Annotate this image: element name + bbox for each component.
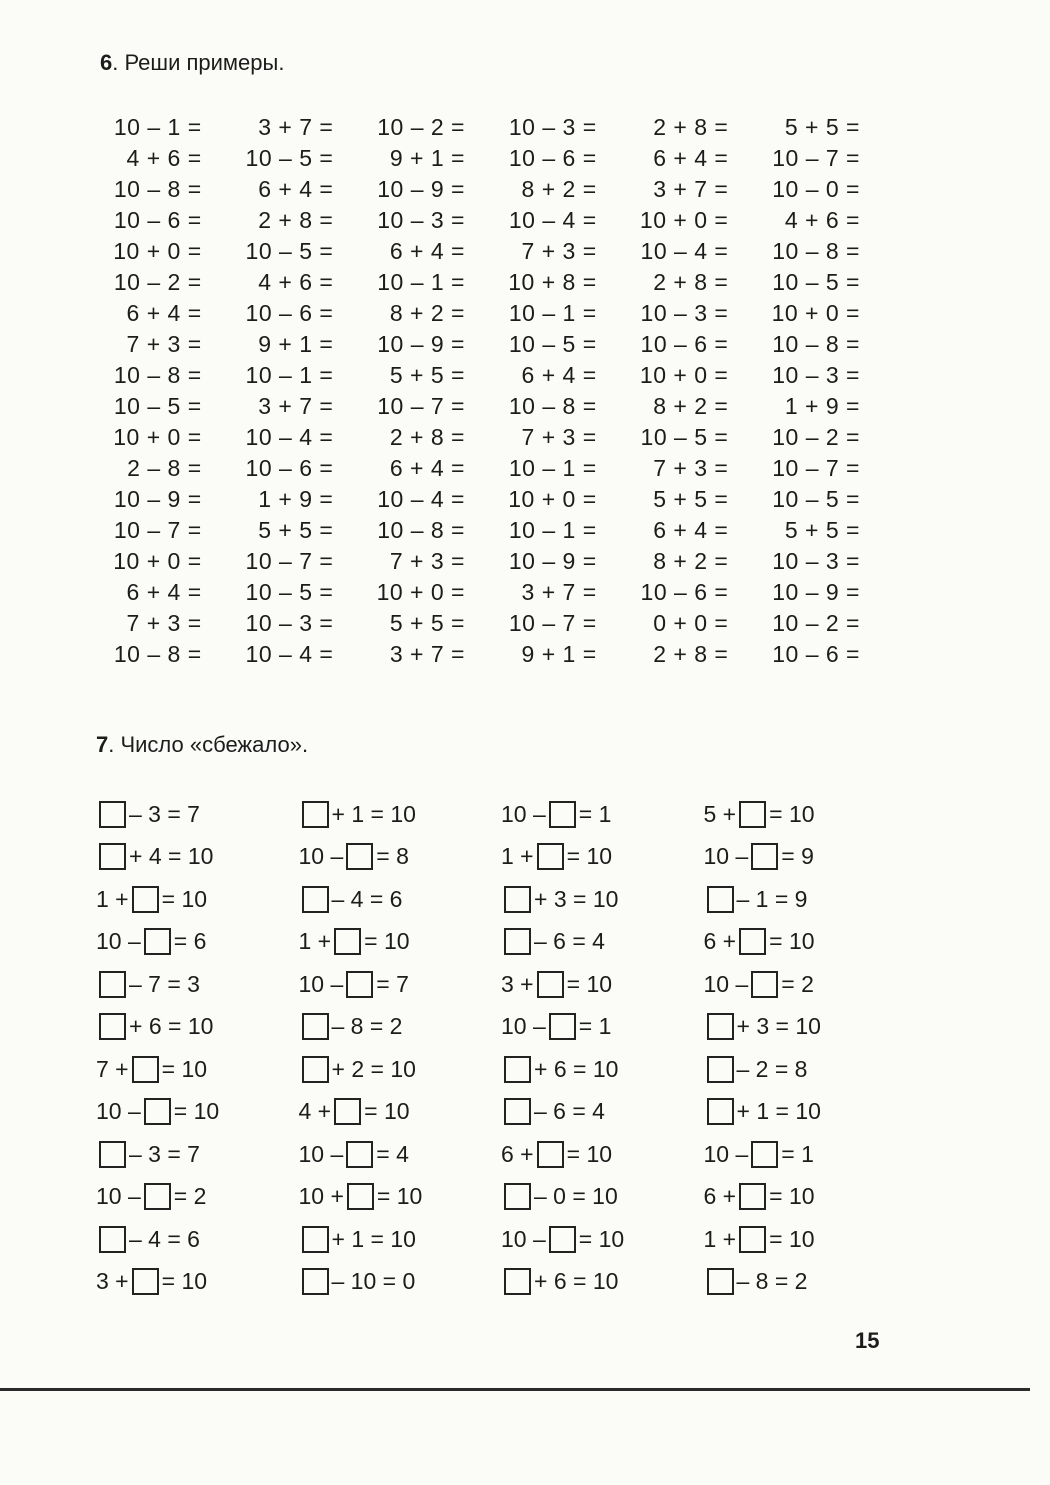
equation-suffix: + 6 = 10 <box>534 1055 619 1082</box>
answer-box[interactable] <box>549 1226 576 1253</box>
exercise-6-heading <box>100 50 284 76</box>
missing-number-equation <box>495 963 698 1006</box>
answer-box[interactable] <box>739 1183 766 1210</box>
answer-box[interactable] <box>99 843 126 870</box>
answer-box[interactable] <box>302 886 329 913</box>
page-number: 15 <box>855 1328 880 1353</box>
equation-prefix: 10 – <box>96 1098 141 1125</box>
answer-box[interactable] <box>144 1183 171 1210</box>
equation-prefix: 6 + <box>703 1183 737 1210</box>
missing-number-equation <box>90 963 293 1006</box>
equation-suffix: = 2 <box>173 1183 207 1210</box>
equation: 5 + 5 = <box>389 610 465 636</box>
answer-box[interactable] <box>707 886 734 913</box>
equation: 10 – 7 = <box>772 145 860 171</box>
equation-suffix: = 1 <box>781 1140 814 1167</box>
equation-prefix: 4 + <box>298 1098 332 1125</box>
equation-suffix: – 7 = 3 <box>129 970 200 997</box>
missing-number-equation <box>293 1176 496 1219</box>
answer-box[interactable] <box>99 801 126 828</box>
equation: 10 – 9 = <box>377 176 465 202</box>
answer-box[interactable] <box>707 1056 734 1083</box>
equation-suffix: = 10 <box>161 885 208 912</box>
equation-suffix: – 8 = 2 <box>331 1013 403 1040</box>
equation-suffix: = 10 <box>376 1183 423 1210</box>
missing-number-equation <box>495 1176 698 1219</box>
equation: 10 + 0 = <box>771 300 860 326</box>
missing-number-equation <box>698 1218 901 1261</box>
equation: 10 – 7 = <box>113 517 202 543</box>
equation-suffix: + 2 = 10 <box>331 1055 416 1082</box>
missing-number-equation <box>293 1218 496 1261</box>
missing-number-equation <box>495 1006 698 1049</box>
equation: 8 + 2 = <box>653 393 729 419</box>
equation: 10 + 0 = <box>113 548 202 574</box>
equation: 10 – 3 = <box>377 207 465 233</box>
equation: 8 + 2 = <box>521 176 597 202</box>
equation: 10 – 4 = <box>377 486 465 512</box>
missing-number-equation <box>90 1261 293 1304</box>
missing-number-equation <box>698 1176 901 1219</box>
equation: 10 – 4 = <box>245 424 334 450</box>
answer-box[interactable] <box>504 1098 531 1125</box>
exercise-7-grid <box>90 793 900 1303</box>
equation: 10 – 7 = <box>508 610 597 636</box>
missing-number-equation <box>90 1006 293 1049</box>
equation-suffix: = 7 <box>376 970 409 997</box>
equation-prefix: 10 – <box>703 970 749 997</box>
equation: 10 – 8 = <box>377 517 465 543</box>
equation: 10 + 0 = <box>508 486 597 512</box>
equation-suffix: + 3 = 10 <box>534 885 619 912</box>
answer-box[interactable] <box>144 928 171 955</box>
equation-suffix: = 10 <box>364 928 410 955</box>
equation-prefix: 1 + <box>703 1225 737 1252</box>
answer-box[interactable] <box>707 1098 734 1125</box>
equation: 10 – 8 = <box>113 641 202 667</box>
missing-number-equation <box>293 1091 496 1134</box>
equation: 10 – 1 = <box>508 517 597 543</box>
answer-box[interactable] <box>739 928 766 955</box>
equation: 3 + 7 = <box>653 176 729 202</box>
equation-prefix: 10 – <box>501 1013 546 1040</box>
equation: 2 + 8 = <box>258 207 334 233</box>
equation-prefix: 3 + <box>96 1268 129 1295</box>
missing-number-equation <box>90 878 293 921</box>
missing-number-equation <box>495 793 698 836</box>
equation: 10 – 2 = <box>772 610 860 636</box>
equation-suffix: = 10 <box>161 1268 208 1295</box>
missing-number-equation <box>90 921 293 964</box>
equation-suffix: = 1 <box>578 1013 612 1040</box>
equation: 1 + 9 = <box>258 486 334 512</box>
equation: 10 – 3 = <box>245 610 334 636</box>
missing-number-equation <box>293 1133 496 1176</box>
equation: 10 – 1 = <box>508 455 597 481</box>
equation: 2 – 8 = <box>127 455 202 481</box>
answer-box[interactable] <box>537 971 564 998</box>
equation: 10 – 8 = <box>772 331 860 357</box>
equation-suffix: = 10 <box>566 843 613 870</box>
equation: 10 + 0 = <box>639 362 729 388</box>
equation: 10 – 0 = <box>772 176 860 202</box>
equation: 10 – 1 = <box>113 114 202 140</box>
equation-prefix: 10 – <box>298 1140 344 1167</box>
missing-number-equation <box>293 793 496 836</box>
equation-suffix: + 1 = 10 <box>736 1098 821 1125</box>
equation: 2 + 8 = <box>653 641 729 667</box>
equation-prefix: 10 – <box>96 1183 141 1210</box>
answer-box[interactable] <box>504 1183 531 1210</box>
missing-number-equation <box>90 836 293 879</box>
equation: 10 – 4 = <box>508 207 597 233</box>
answer-box[interactable] <box>739 1226 766 1253</box>
equation-prefix: 7 + <box>96 1055 129 1082</box>
equation: 5 + 5 = <box>389 362 465 388</box>
equation: 10 – 6 = <box>508 145 597 171</box>
equation: 3 + 7 = <box>521 579 597 605</box>
equation: 3 + 7 = <box>258 393 334 419</box>
equation: 9 + 1 = <box>389 145 465 171</box>
equation-suffix: – 4 = 6 <box>129 1225 200 1252</box>
equation-suffix: = 10 <box>769 800 815 827</box>
equation: 6 + 4 = <box>521 362 597 388</box>
answer-box[interactable] <box>504 886 531 913</box>
equation-prefix: 1 + <box>501 843 534 870</box>
equation-prefix: 10 – <box>501 800 546 827</box>
equation: 10 – 6 = <box>640 579 729 605</box>
equation: 10 – 7 = <box>245 548 334 574</box>
exercise-6-grid <box>96 112 886 670</box>
equation: 6 + 4 = <box>258 176 334 202</box>
equation-prefix: 1 + <box>298 928 332 955</box>
answer-box[interactable] <box>707 1013 734 1040</box>
equation: 10 – 5 = <box>113 393 202 419</box>
equation: 10 – 8 = <box>113 176 202 202</box>
equation-prefix: 10 – <box>298 970 344 997</box>
missing-number-equation <box>90 1048 293 1091</box>
equation: 10 – 3 = <box>772 362 860 388</box>
missing-number-equation <box>698 836 901 879</box>
equation-suffix: – 4 = 6 <box>331 885 403 912</box>
equation-suffix: – 3 = 7 <box>129 800 200 827</box>
equation-suffix: = 2 <box>781 970 814 997</box>
equation-prefix: 10 – <box>298 843 344 870</box>
equation-suffix: – 0 = 10 <box>534 1183 618 1210</box>
exercise-7-title: . Число «сбежало». <box>108 732 309 757</box>
equation: 10 – 4 = <box>640 238 729 264</box>
missing-number-equation <box>698 921 901 964</box>
equation-suffix: = 10 <box>769 1225 815 1252</box>
equation: 7 + 3 = <box>653 455 729 481</box>
missing-number-equation <box>698 793 901 836</box>
equation: 2 + 8 = <box>653 114 729 140</box>
equation: 10 – 1 = <box>245 362 334 388</box>
answer-box[interactable] <box>132 1268 159 1295</box>
equation-suffix: = 1 <box>578 800 612 827</box>
equation: 10 – 1 = <box>377 269 465 295</box>
equation: 10 – 8 = <box>772 238 860 264</box>
missing-number-equation <box>293 836 496 879</box>
answer-box[interactable] <box>751 1141 778 1168</box>
equation: 10 – 9 = <box>377 331 465 357</box>
missing-number-equation <box>293 1006 496 1049</box>
equation: 10 – 9 = <box>508 548 597 574</box>
answer-box[interactable] <box>302 1268 329 1295</box>
answer-box[interactable] <box>739 801 766 828</box>
answer-box[interactable] <box>751 971 778 998</box>
equation-suffix: = 10 <box>578 1225 625 1252</box>
equation-suffix: + 6 = 10 <box>129 1013 214 1040</box>
equation: 10 + 0 = <box>376 579 465 605</box>
answer-box[interactable] <box>346 1141 373 1168</box>
answer-box[interactable] <box>537 843 564 870</box>
equation: 6 + 4 = <box>126 579 202 605</box>
equation-suffix: – 6 = 4 <box>534 928 605 955</box>
equation: 10 – 9 = <box>772 579 860 605</box>
equation: 5 + 5 = <box>784 114 860 140</box>
equation: 10 – 6 = <box>640 331 729 357</box>
equation: 10 – 5 = <box>245 238 334 264</box>
answer-box[interactable] <box>549 801 576 828</box>
equation: 10 – 5 = <box>640 424 729 450</box>
answer-box[interactable] <box>132 1056 159 1083</box>
equation: 10 – 2 = <box>113 269 202 295</box>
missing-number-equation <box>698 1048 901 1091</box>
equation-suffix: = 10 <box>769 928 815 955</box>
equation-suffix: + 3 = 10 <box>736 1013 821 1040</box>
equation: 4 + 6 = <box>126 145 202 171</box>
missing-number-equation <box>90 1133 293 1176</box>
equation-suffix: – 3 = 7 <box>129 1140 200 1167</box>
answer-box[interactable] <box>334 1098 361 1125</box>
equation: 3 + 7 = <box>258 114 334 140</box>
equation: 6 + 4 = <box>653 517 729 543</box>
equation-prefix: 10 + <box>298 1183 344 1210</box>
equation: 6 + 4 = <box>389 238 465 264</box>
missing-number-equation <box>698 963 901 1006</box>
equation: 4 + 6 = <box>258 269 334 295</box>
equation-suffix: – 6 = 4 <box>534 1098 605 1125</box>
equation-suffix: + 1 = 10 <box>331 800 416 827</box>
answer-box[interactable] <box>334 928 361 955</box>
equation: 7 + 3 = <box>521 424 597 450</box>
equation: 10 – 8 = <box>113 362 202 388</box>
equation: 9 + 1 = <box>258 331 334 357</box>
missing-number-equation <box>90 793 293 836</box>
equation: 2 + 8 = <box>653 269 729 295</box>
equation: 10 – 7 = <box>772 455 860 481</box>
equation-prefix: 1 + <box>96 885 129 912</box>
equation-suffix: – 2 = 8 <box>736 1055 808 1082</box>
equation-suffix: = 10 <box>566 970 613 997</box>
missing-number-equation <box>293 878 496 921</box>
equation: 6 + 4 = <box>389 455 465 481</box>
answer-box[interactable] <box>504 1268 531 1295</box>
missing-number-equation <box>293 963 496 1006</box>
equation: 10 – 6 = <box>245 300 334 326</box>
equation-suffix: = 10 <box>566 1140 613 1167</box>
answer-box[interactable] <box>302 801 329 828</box>
exercise-7-number: 7 <box>96 732 109 757</box>
missing-number-equation <box>698 878 901 921</box>
equation: 8 + 2 = <box>653 548 729 574</box>
answer-box[interactable] <box>347 1183 374 1210</box>
equation: 2 + 8 = <box>389 424 465 450</box>
missing-number-equation <box>293 1048 496 1091</box>
answer-box[interactable] <box>504 1056 531 1083</box>
equation: 10 – 5 = <box>772 486 860 512</box>
equation: 8 + 2 = <box>389 300 465 326</box>
equation-suffix: – 8 = 2 <box>736 1268 808 1295</box>
equation-suffix: + 6 = 10 <box>534 1268 619 1295</box>
equation: 1 + 9 = <box>784 393 860 419</box>
answer-box[interactable] <box>707 1268 734 1295</box>
equation-prefix: 6 + <box>703 928 737 955</box>
exercise-7-heading <box>96 732 308 758</box>
bottom-rule <box>0 1388 1030 1391</box>
equation-prefix: 10 – <box>96 928 141 955</box>
exercise-6-title: . Реши примеры. <box>112 50 285 75</box>
missing-number-equation <box>698 1261 901 1304</box>
equation: 10 – 2 = <box>377 114 465 140</box>
equation: 10 – 5 = <box>245 579 334 605</box>
missing-number-equation <box>90 1176 293 1219</box>
equation: 4 + 6 = <box>784 207 860 233</box>
equation: 10 – 3 = <box>640 300 729 326</box>
equation: 10 – 4 = <box>245 641 334 667</box>
equation: 7 + 3 = <box>126 610 202 636</box>
equation-suffix: = 10 <box>769 1183 815 1210</box>
answer-box[interactable] <box>346 971 373 998</box>
equation: 10 – 1 = <box>508 300 597 326</box>
answer-box[interactable] <box>302 1226 329 1253</box>
missing-number-equation <box>293 921 496 964</box>
equation-suffix: = 9 <box>781 843 814 870</box>
missing-number-equation <box>293 1261 496 1304</box>
answer-box[interactable] <box>549 1013 576 1040</box>
equation-suffix: + 4 = 10 <box>129 843 214 870</box>
equation: 10 – 9 = <box>113 486 202 512</box>
answer-box[interactable] <box>302 1013 329 1040</box>
equation-prefix: 6 + <box>501 1140 534 1167</box>
equation-suffix: = 4 <box>376 1140 409 1167</box>
equation: 7 + 3 = <box>521 238 597 264</box>
equation: 10 – 3 = <box>508 114 597 140</box>
answer-box[interactable] <box>132 886 159 913</box>
equation: 5 + 5 = <box>258 517 334 543</box>
answer-box[interactable] <box>537 1141 564 1168</box>
equation-suffix: = 10 <box>173 1098 220 1125</box>
missing-number-equation <box>90 1091 293 1134</box>
equation: 0 + 0 = <box>653 610 729 636</box>
missing-number-equation <box>90 1218 293 1261</box>
equation-suffix: = 6 <box>173 928 207 955</box>
equation: 5 + 5 = <box>653 486 729 512</box>
equation: 10 + 0 = <box>113 424 202 450</box>
equation: 10 – 5 = <box>772 269 860 295</box>
equation: 7 + 3 = <box>389 548 465 574</box>
missing-number-equation <box>495 1133 698 1176</box>
missing-number-equation <box>495 921 698 964</box>
equation-suffix: = 10 <box>364 1098 410 1125</box>
missing-number-equation <box>495 1048 698 1091</box>
equation-prefix: 5 + <box>703 800 737 827</box>
equation: 6 + 4 = <box>126 300 202 326</box>
equation: 10 – 2 = <box>772 424 860 450</box>
equation-prefix: 10 – <box>703 1140 749 1167</box>
equation: 6 + 4 = <box>653 145 729 171</box>
equation: 3 + 7 = <box>389 641 465 667</box>
equation: 10 – 6 = <box>772 641 860 667</box>
equation: 10 – 5 = <box>245 145 334 171</box>
missing-number-equation <box>495 1091 698 1134</box>
equation-suffix: = 10 <box>161 1055 208 1082</box>
equation-prefix: 3 + <box>501 970 534 997</box>
equation: 10 – 8 = <box>508 393 597 419</box>
missing-number-equation <box>698 1133 901 1176</box>
equation: 10 – 5 = <box>508 331 597 357</box>
equation: 10 – 6 = <box>245 455 334 481</box>
missing-number-equation <box>495 836 698 879</box>
answer-box[interactable] <box>99 1141 126 1168</box>
equation-suffix: – 1 = 9 <box>736 885 808 912</box>
equation-suffix: – 10 = 0 <box>331 1268 416 1295</box>
answer-box[interactable] <box>504 928 531 955</box>
missing-number-equation <box>495 878 698 921</box>
equation: 7 + 3 = <box>126 331 202 357</box>
equation: 9 + 1 = <box>521 641 597 667</box>
answer-box[interactable] <box>346 843 373 870</box>
equation: 10 – 6 = <box>113 207 202 233</box>
answer-box[interactable] <box>144 1098 171 1125</box>
missing-number-equation <box>495 1261 698 1304</box>
equation-suffix: + 1 = 10 <box>331 1225 416 1252</box>
answer-box[interactable] <box>99 971 126 998</box>
equation: 10 – 3 = <box>772 548 860 574</box>
equation: 5 + 5 = <box>784 517 860 543</box>
equation: 10 – 7 = <box>377 393 465 419</box>
missing-number-equation <box>698 1091 901 1134</box>
missing-number-equation <box>495 1218 698 1261</box>
equation: 10 + 0 = <box>113 238 202 264</box>
equation-suffix: = 8 <box>376 843 409 870</box>
equation-prefix: 10 – <box>703 843 749 870</box>
equation-prefix: 10 – <box>501 1225 546 1252</box>
equation: 10 + 0 = <box>639 207 729 233</box>
answer-box[interactable] <box>99 1226 126 1253</box>
answer-box[interactable] <box>99 1013 126 1040</box>
answer-box[interactable] <box>751 843 778 870</box>
answer-box[interactable] <box>302 1056 329 1083</box>
equation: 10 + 8 = <box>508 269 597 295</box>
exercise-6-number: 6 <box>100 50 113 75</box>
missing-number-equation <box>698 1006 901 1049</box>
